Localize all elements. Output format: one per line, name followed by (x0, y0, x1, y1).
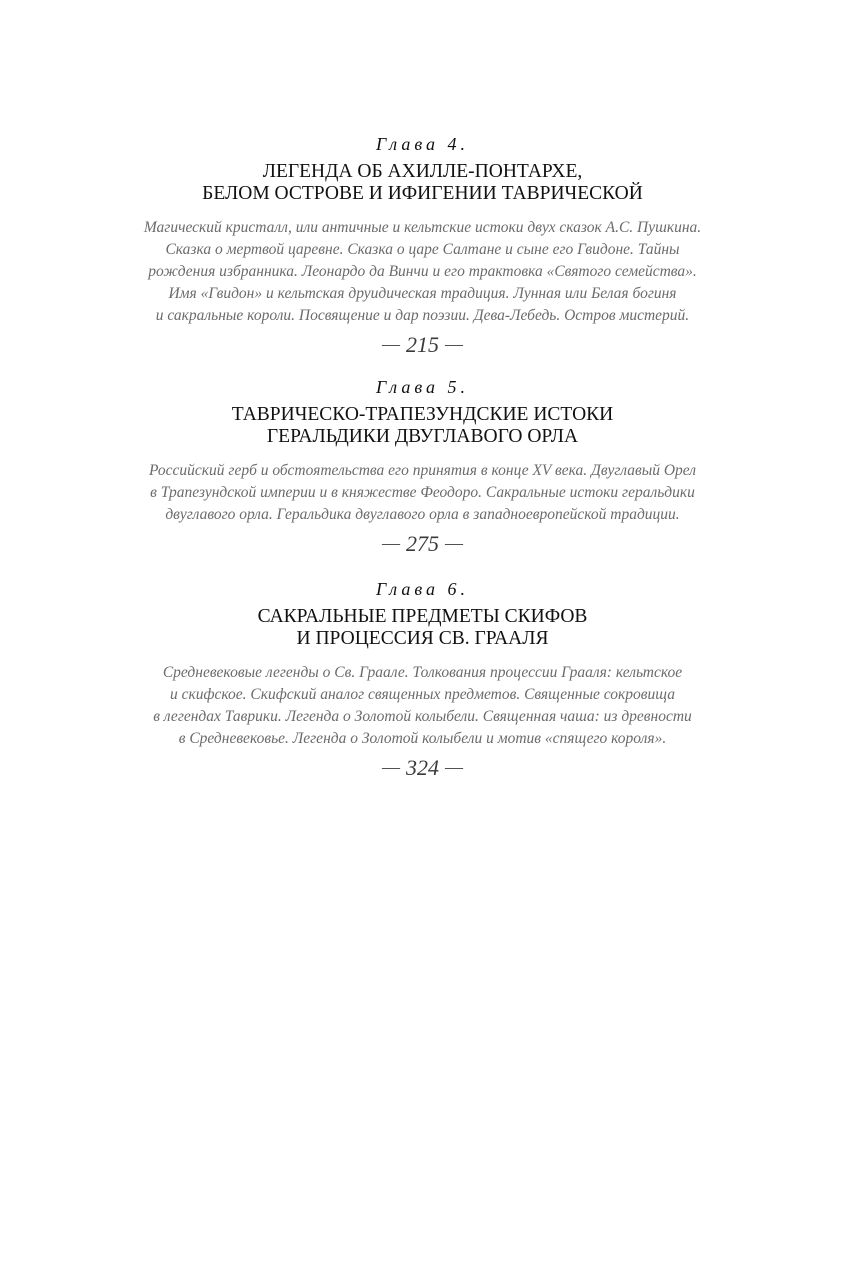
chapter-4 (0, 133, 845, 358)
chapter-label: Глава 4. (375, 134, 470, 154)
chapter-summary: Средневековые легенды о Св. Граале. Толкования процессии Грааля: кельтское и скифское. Скифский аналог священных предметов. Священные сокровища в легендах Таврики. Легенда о Золотой колыбели. Священная чаша: из древности в Средневековье. Легенда о Золотой колыбели и мотив «спящего короля». (153, 664, 692, 747)
dash-right: — (445, 334, 463, 354)
chapter-summary: Российский герб и обстоятельства его принятия в конце XV века. Двуглавый Орел в Трапезундской империи и в княжестве Феодоро. Сакральные истоки геральдики двуглавого орла. Геральдика двуглавого орла в западноевропейской традиции. (148, 462, 697, 523)
chapter-page-number (0, 331, 845, 358)
chapter-label: Глава 6. (375, 579, 470, 599)
chapter-page-number (0, 754, 845, 781)
chapter-summary: Магический кристалл, или античные и кельтские истоки двух сказок А.С. Пушкина. Сказка о мертвой царевне. Сказка о царе Салтане и сыне его Гвидоне. Тайны рождения избранника. Леонардо да Винчи и его трактовка «Святого семейства». Имя «Гвидон» и кельтская друидическая традиция. Лунная или Белая богиня и сакральные короли. Посвящение и дар поэзии. Дева-Лебедь. Остров мистерий. (143, 219, 702, 324)
chapter-title: ТАВРИЧЕСКО-ТРАПЕЗУНДСКИЕ ИСТОКИ ГЕРАЛЬДИКИ ДВУГЛАВОГО ОРЛА (231, 404, 614, 447)
chapter-page-number (0, 530, 845, 557)
page-number: 324 (406, 755, 439, 780)
chapter-title: ЛЕГЕНДА ОБ АХИЛЛЕ-ПОНТАРХЕ, БЕЛОМ ОСТРОВЕ И ИФИГЕНИИ ТАВРИЧЕСКОЙ (202, 161, 643, 204)
page-number: 215 (406, 332, 439, 357)
chapter-title: САКРАЛЬНЫЕ ПРЕДМЕТЫ СКИФОВ И ПРОЦЕССИЯ СВ. ГРААЛЯ (257, 606, 588, 649)
dash-right: — (445, 757, 463, 777)
chapter-5 (0, 376, 845, 557)
dash-left: — (382, 334, 400, 354)
dash-left: — (382, 757, 400, 777)
chapter-6 (0, 578, 845, 781)
page-number: 275 (406, 531, 439, 556)
dash-left: — (382, 533, 400, 553)
dash-right: — (445, 533, 463, 553)
chapter-label: Глава 5. (375, 377, 470, 397)
